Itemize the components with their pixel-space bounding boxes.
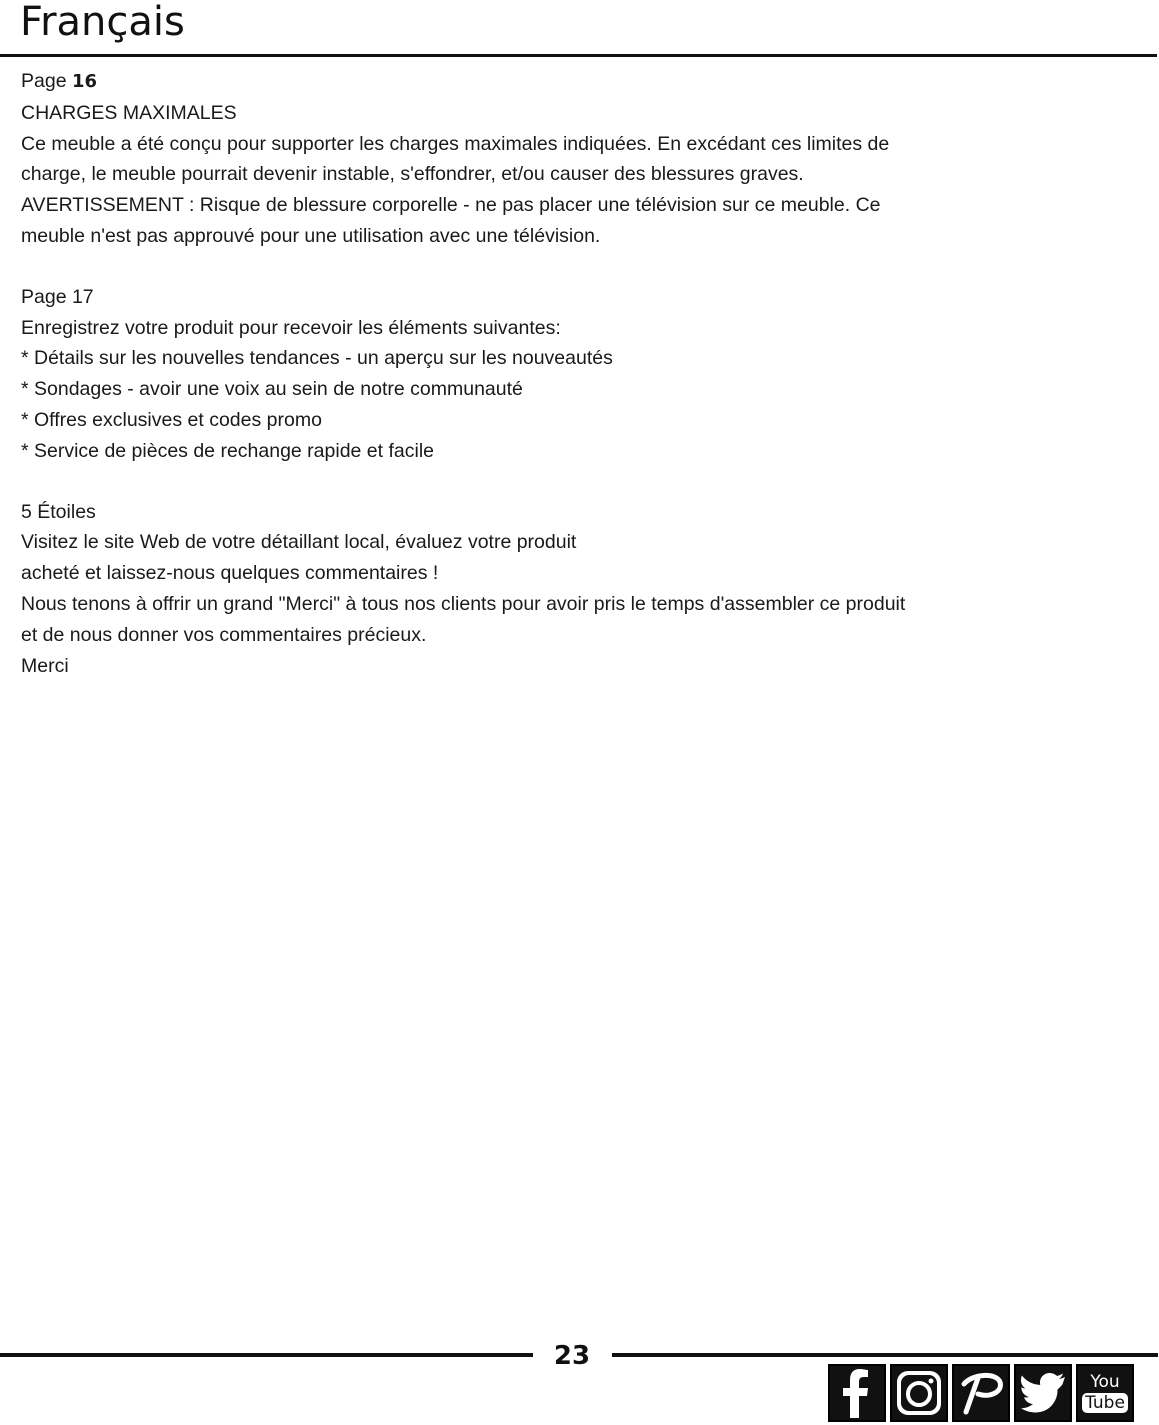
youtube-you-label: You: [1090, 1372, 1120, 1392]
social-icons: [828, 1364, 1134, 1422]
page-reference: Page 17: [21, 285, 94, 308]
paragraph-line: Ce meuble a été conçu pour supporter les charges maximales indiquées. En excédant ces limites de: [21, 132, 890, 155]
paragraph-line: meuble n'est pas approuvé pour une utilisation avec une télévision.: [21, 224, 601, 247]
instagram-icon[interactable]: [890, 1364, 948, 1422]
spacer: [21, 467, 1141, 497]
page-reference-number: 16: [71, 71, 98, 92]
footer-divider-left: [0, 1353, 533, 1357]
page-reference: [21, 66, 1141, 98]
page-title: Français: [20, 0, 185, 45]
paragraph-line: Nous tenons à offrir un grand "Merci" à tous nos clients pour avoir pris le temps d'assembler ce produit: [21, 592, 906, 615]
list-item: * Détails sur les nouvelles tendances - un aperçu sur les nouveautés: [21, 347, 613, 370]
list-item: * Offres exclusives et codes promo: [21, 408, 322, 431]
paragraph-line: charge, le meuble pourrait devenir instable, s'effondrer, et/ou causer des blessures graves.: [21, 163, 804, 186]
document-body: [21, 66, 1141, 681]
paragraph-line: Merci: [21, 654, 69, 677]
footer-page-number: 23: [553, 1341, 591, 1371]
spacer: [21, 252, 1141, 282]
youtube-icon[interactable]: [1076, 1364, 1134, 1422]
paragraph-line: acheté et laissez-nous quelques commentaires !: [21, 562, 439, 585]
twitter-icon[interactable]: [1014, 1364, 1072, 1422]
section-heading: 5 Étoiles: [21, 500, 96, 523]
section-heading: CHARGES MAXIMALES: [21, 101, 237, 124]
pinterest-icon[interactable]: [952, 1364, 1010, 1422]
list-item: * Sondages - avoir une voix au sein de notre communauté: [21, 378, 523, 401]
footer-divider-right: [612, 1353, 1158, 1357]
paragraph-line: et de nous donner vos commentaires précieux.: [21, 623, 427, 646]
page-reference-prefix: Page: [21, 70, 72, 92]
facebook-icon[interactable]: [828, 1364, 886, 1422]
paragraph-line: AVERTISSEMENT : Risque de blessure corporelle - ne pas placer une télévision sur ce meuble. Ce: [21, 194, 881, 217]
header-divider: [0, 54, 1157, 57]
paragraph-line: Visitez le site Web de votre détaillant local, évaluez votre produit: [21, 531, 577, 554]
list-item: * Service de pièces de rechange rapide et facile: [21, 439, 435, 462]
paragraph-line: Enregistrez votre produit pour recevoir les éléments suivantes:: [21, 316, 561, 339]
youtube-tube-label: Tube: [1082, 1393, 1128, 1413]
